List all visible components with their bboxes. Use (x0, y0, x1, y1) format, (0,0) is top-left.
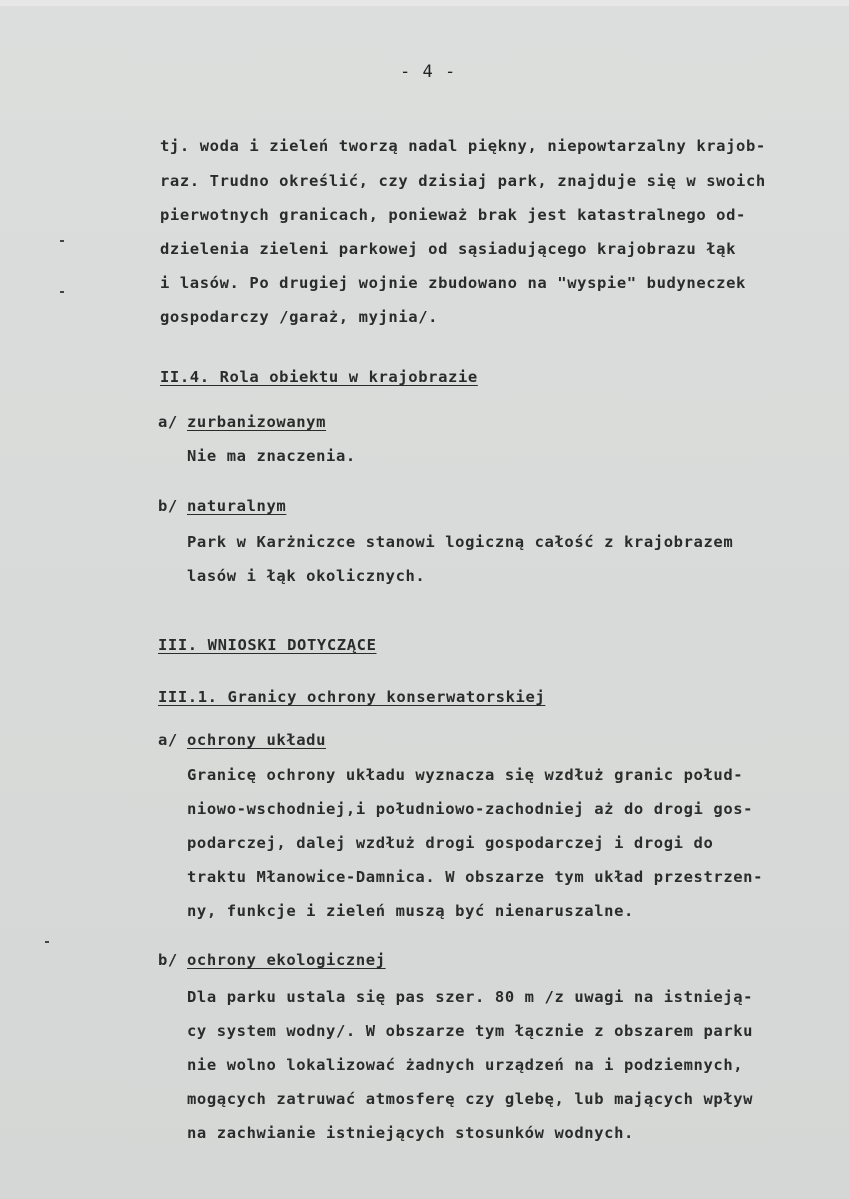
item-a1-prefix: a/ (158, 413, 178, 431)
item-b2-text-line-3: nie wolno lokalizować żadnych urządzeń na i podziemnych, (187, 1056, 744, 1074)
item-b2-text-line-2: cy system wodny/. W obszarze tym łącznie z obszarem parku (187, 1022, 754, 1040)
item-b2-heading: ochrony ekologicznej (187, 951, 386, 969)
item-a1-text: Nie ma znaczenia. (187, 447, 356, 465)
margin-mark (60, 291, 64, 293)
para1-line-5: i lasów. Po drugiej wojnie zbudowano na "wyspie" budyneczek (160, 274, 746, 292)
page-number: - 4 - (400, 62, 457, 82)
item-b1-text-line-2: lasów i łąk okolicznych. (187, 567, 426, 585)
para1-line-1: tj. woda i zieleń tworzą nadal piękny, niepowtarzalny krajob- (160, 137, 766, 155)
item-a2-prefix: a/ (158, 731, 178, 749)
section-heading-3: III. WNIOSKI DOTYCZĄCE (158, 636, 377, 654)
item-b1-heading: naturalnym (187, 497, 287, 515)
item-a2-text-line-1: Granicę ochrony układu wyznacza się wzdłuż granic połud- (187, 766, 744, 784)
item-b2-text-line-1: Dla parku ustala się pas szer. 80 m /z uwagi na istnieją- (187, 988, 754, 1006)
section-heading-2-4: II.4. Rola obiektu w krajobrazie (160, 368, 478, 386)
item-b1-prefix: b/ (158, 497, 178, 515)
margin-mark (60, 240, 64, 242)
para1-line-4: dzielenia zieleni parkowej od sąsiadującego krajobrazu łąk (160, 240, 737, 258)
item-a1-heading: zurbanizowanym (187, 413, 327, 431)
item-a2-heading: ochrony układu (187, 731, 327, 749)
item-b2-text-line-5: na zachwianie istniejących stosunków wodnych. (187, 1124, 634, 1142)
item-a2-text-line-2: niowo-wschodniej,i południowo-zachodniej aż do drogi gos- (187, 800, 754, 818)
para1-line-2: raz. Trudno określić, czy dzisiaj park, znajduje się w swoich (160, 172, 766, 190)
item-b2-prefix: b/ (158, 951, 178, 969)
section-heading-3-1: III.1. Granicy ochrony konserwatorskiej (158, 688, 546, 706)
margin-mark (45, 941, 49, 943)
item-a2-text-line-5: ny, funkcje i zieleń muszą być nienaruszalne. (187, 902, 634, 920)
item-a2-text-line-3: podarczej, dalej wzdłuż drogi gospodarczej i drogi do (187, 834, 714, 852)
item-a2-text-line-4: traktu Młanowice-Damnica. W obszarze tym układ przestrzen- (187, 868, 764, 886)
para1-line-3: pierwotnych granicach, ponieważ brak jest katastralnego od- (160, 206, 746, 224)
page-top-edge (0, 0, 849, 6)
item-b2-text-line-4: mogących zatruwać atmosferę czy glebę, lub mających wpływ (187, 1090, 754, 1108)
para1-line-6: gospodarczy /garaż, myjnia/. (160, 308, 439, 326)
item-b1-text-line-1: Park w Karżniczce stanowi logiczną całość z krajobrazem (187, 533, 734, 551)
